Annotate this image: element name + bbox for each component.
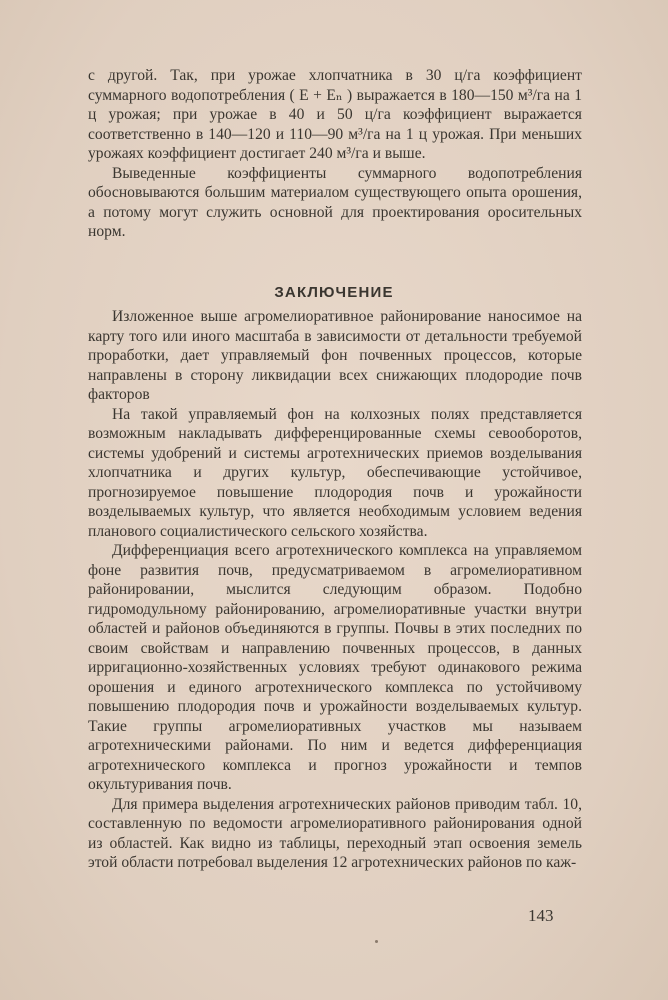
conclusion-text-block (88, 307, 582, 873)
conclusion-paragraph-4: Для примера выделения агротехнических районов приводим табл. 10, составленную по ведомости агромелиоративного районирования одной из областей. Как видно из таблицы, переходный этап освоения земель этой области потребовал выделения 12 агротехнических районов по каж- (88, 795, 582, 871)
paragraph-coefficients: Выведенные коэффициенты суммарного водопотребления обосновываются большим материалом существующего опыта орошения, а потому могут служить основной для проектирования оросительных норм. (88, 164, 582, 240)
paper-speck (375, 940, 378, 943)
conclusion-paragraph-3: Дифференциация всего агротехнического комплекса на управляемом фоне развития почв, предусматриваемом в агромелиоративном районировании, мыслится следующим образом. Подобно гидромодульному районированию, агромелиоративные участки внутри областей и районов объединяются в группы. Почвы в этих последних по своим свойствам и направлению почвенных процессов, в данных ирригационно-хозяйственных условиях требуют одинакового режима орошения и единого агротехнического комплекса по устойчивому повышению плодородия почв и урожайности возделываемых культур. Такие группы агромелиоративных участков мы называем агротехническими районами. По ним и ведется дифференциация агротехнического комплекса и прогноз урожайности и темпов окультуривания почв. (88, 542, 582, 793)
conclusion-paragraph-1: Изложенное выше агромелиоративное районирование наносимое на карту того или иного масштаба в зависимости от детальности требуемой проработки, дает управляемый фон почвенных процессов, которые направлены в сторону ликвидации всех снижающих плодородие почв факторов (88, 308, 582, 403)
conclusion-paragraph-2: На такой управляемый фон на колхозных полях представляется возможным накладывать дифференцированные схемы севооборотов, системы удобрений и системы агротехнических приемов возделывания хлопчатника и других культур, обеспечивающие устойчивое, прогнозируемое повышение плодородия почв и урожайности возделываемых культур, что является необходимым условием ведения планового социалистического сельского хозяйства. (88, 405, 582, 540)
page-number: 143 (528, 906, 554, 925)
section-heading: ЗАКЛЮЧЕНИЕ (274, 284, 394, 301)
top-text-block (88, 66, 582, 242)
paragraph-continued: с другой. Так, при урожае хлопчатника в 30 ц/га коэффициент суммарного водопотребления ( E + Eₙ ) выражается в 180—150 м³/га на 1 ц урожая; при урожае в 40 и 50 ц/га коэффициент выражается соответственно в 140—120 и 110—90 м³/га на 1 ц урожая. При меньших урожаях коэффициент достигает 240 м³/га и выше. (88, 67, 582, 162)
